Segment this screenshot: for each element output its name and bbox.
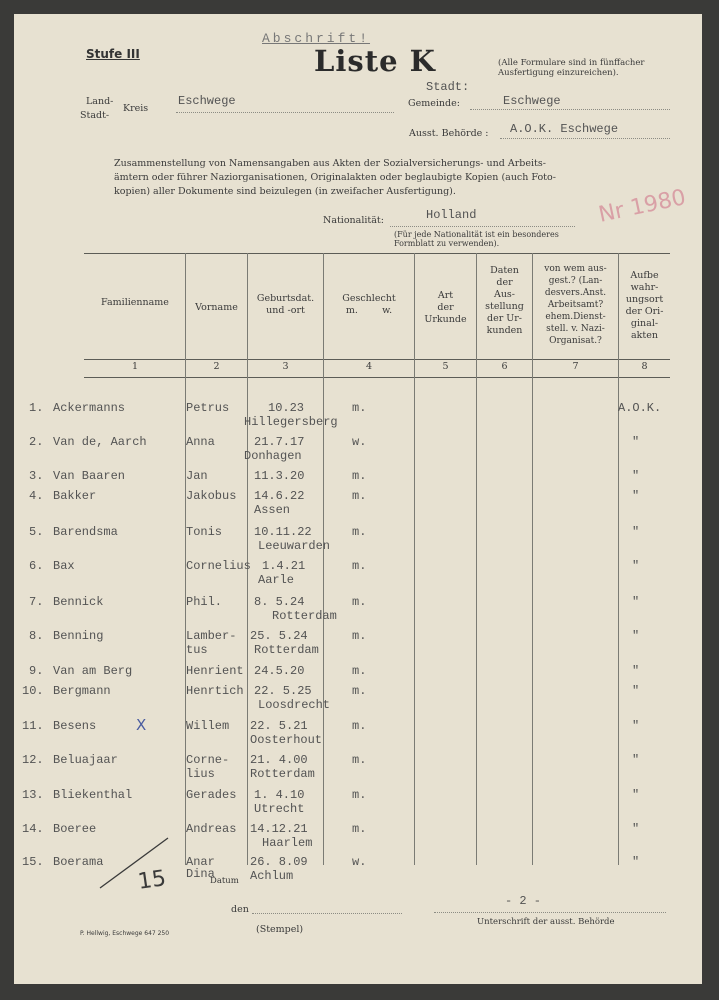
birth-place: Haarlem (262, 836, 313, 850)
gender: w. (352, 855, 367, 869)
row-number: 3. (29, 469, 44, 483)
birth-date: 10.23 (268, 401, 305, 415)
family-name: Van de, Aarch (53, 435, 147, 449)
row-number: 15. (22, 855, 44, 869)
storage-location: " (632, 525, 640, 539)
signature-label: Unterschrift der ausst. Behörde (477, 917, 615, 927)
birth-place: Leeuwarden (258, 539, 331, 553)
red-stamp: Nr 1980 (596, 185, 689, 228)
datum-label: Datum (210, 876, 239, 886)
first-name: Cornelius (186, 559, 251, 573)
column-number-5: 5 (442, 361, 449, 372)
gender: m. (352, 719, 367, 733)
intro-line-2: ämtern oder führer Naziorganisationen, Originalakten oder beglaubigte Kopien (auch Foto- (114, 172, 556, 183)
row-number: 8. (29, 629, 44, 643)
row-number: 10. (22, 684, 44, 698)
birth-date: 22. 5.25 (254, 684, 312, 698)
family-name: Benning (53, 629, 104, 643)
birth-date: 1.4.21 (262, 559, 306, 573)
storage-location: " (632, 719, 640, 733)
birth-place: Utrecht (254, 802, 305, 816)
birth-date: 22. 5.21 (250, 719, 308, 733)
first-name-continued: Dina (186, 867, 215, 881)
row-number: 7. (29, 595, 44, 609)
gender: m. (352, 525, 367, 539)
family-name: Ackermanns (53, 401, 126, 415)
row-number: 2. (29, 435, 44, 449)
gemeinde-label: Gemeinde: (408, 98, 460, 109)
gender: m. (352, 595, 367, 609)
first-name: Jan (186, 469, 208, 483)
handwritten-number: 15 (136, 866, 168, 895)
row-number: 13. (22, 788, 44, 802)
gender: m. (352, 469, 367, 483)
behoerde-label: Ausst. Behörde : (409, 128, 489, 139)
first-name: Willem (186, 719, 230, 733)
birth-place: Rotterdam (272, 609, 337, 623)
family-name: Bennick (53, 595, 104, 609)
birth-date: 21. 4.00 (250, 753, 308, 767)
first-name: Anna (186, 435, 215, 449)
first-name: Gerades (186, 788, 237, 802)
storage-location: " (632, 469, 640, 483)
storage-location: " (632, 489, 640, 503)
birth-date: 25. 5.24 (250, 629, 308, 643)
family-name: Bax (53, 559, 75, 573)
family-name: Beluajaar (53, 753, 118, 767)
column-header-8: Aufbe wahr- ungsort der Ori- ginal- akten (625, 270, 664, 341)
storage-location: " (632, 753, 640, 767)
column-number-8: 8 (641, 361, 648, 372)
nationalitaet-label: Nationalität: (323, 215, 384, 226)
column-number-7: 7 (572, 361, 579, 372)
den-label: den (231, 904, 249, 915)
column-number-3: 3 (282, 361, 289, 372)
gender: w. (352, 435, 367, 449)
storage-location: " (632, 855, 640, 869)
gender: m. (352, 788, 367, 802)
family-name: Van am Berg (53, 664, 133, 678)
row-number: 6. (29, 559, 44, 573)
stadt-label: Stadt: (426, 80, 470, 94)
printer-imprint: P. Hellwig, Eschwege 647 250 (80, 930, 170, 937)
first-name: Henrtich (186, 684, 244, 698)
page-title: Liste K (314, 44, 436, 78)
gender: m. (352, 401, 367, 415)
birth-place: Oosterhout (250, 733, 323, 747)
storage-location: " (632, 559, 640, 573)
row-number: 9. (29, 664, 44, 678)
first-name-continued: tus (186, 643, 208, 657)
family-name: Bliekenthal (53, 788, 133, 802)
storage-location: " (632, 664, 640, 678)
nationalitaet-note-2: Formblatt zu verwenden). (394, 239, 500, 248)
row-number: 12. (22, 753, 44, 767)
gender: m. (352, 684, 367, 698)
column-header-7: von wem aus- gest.? (Lan- desvers.Anst. Arbeitsamt? ehem.Dienst- stell. v. Nazi- Organisat.? (544, 264, 607, 346)
page-number: - 2 - (505, 894, 542, 908)
column-header-1: Familienname (101, 297, 169, 308)
birth-date: 14.6.22 (254, 489, 305, 503)
gemeinde-value: Eschwege (503, 94, 561, 108)
storage-location: " (632, 822, 640, 836)
column-number-6: 6 (501, 361, 508, 372)
family-name: Besens (53, 719, 97, 733)
first-name: Tonis (186, 525, 223, 539)
first-name: Jakobus (186, 489, 237, 503)
birth-place: Rotterdam (254, 643, 319, 657)
family-name: Bakker (53, 489, 97, 503)
row-number: 14. (22, 822, 44, 836)
column-header-3: Geburtsdat. und -ort (256, 293, 315, 316)
column-header-4: Geschlecht m. w. (342, 293, 396, 316)
gender: m. (352, 559, 367, 573)
first-name: Anar (186, 855, 215, 869)
first-name: Phil. (186, 595, 223, 609)
column-number-2: 2 (213, 361, 220, 372)
first-name: Henrient (186, 664, 244, 678)
birth-date: 26. 8.09 (250, 855, 308, 869)
birth-place: Assen (254, 503, 291, 517)
first-name: Petrus (186, 401, 230, 415)
gender: m. (352, 489, 367, 503)
intro-line-3: kopien) aller Dokumente sind beizulegen (in zweifacher Ausfertigung). (114, 186, 456, 197)
column-number-4: 4 (365, 361, 373, 372)
first-name: Andreas (186, 822, 237, 836)
column-header-5: Art der Urkunde (424, 290, 467, 325)
birth-place: Achlum (250, 869, 294, 883)
handwritten-x-mark: X (136, 716, 147, 734)
birth-place: Loosdrecht (258, 698, 331, 712)
birth-place: Hillegersberg (244, 415, 338, 429)
nationalitaet-note-1: (Für jede Nationalität ist ein besonderes (394, 230, 559, 239)
stempel-label: (Stempel) (256, 924, 304, 935)
family-name: Van Baaren (53, 469, 126, 483)
kreis-label: Kreis (123, 103, 149, 114)
storage-location: A.O.K. (618, 401, 662, 415)
storage-location: " (632, 684, 640, 698)
stufe-label: Stufe III (86, 47, 140, 61)
land-label: Land- (86, 96, 114, 107)
form-note-2: Ausfertigung einzureichen). (498, 68, 619, 78)
column-number-1: 1 (131, 361, 139, 372)
nationalitaet-value: Holland (426, 208, 477, 222)
birth-place: Donhagen (244, 449, 302, 463)
kreis-value: Eschwege (178, 94, 236, 108)
first-name-continued: lius (186, 767, 215, 781)
behoerde-value: A.O.K. Eschwege (510, 122, 619, 136)
storage-location: " (632, 595, 640, 609)
storage-location: " (632, 629, 640, 643)
column-header-6: Daten der Aus- stellung der Ur- kunden (485, 265, 524, 336)
gender: m. (352, 753, 367, 767)
first-name: Lamber- (186, 629, 237, 643)
birth-date: 10.11.22 (254, 525, 312, 539)
storage-location: " (632, 788, 640, 802)
gender: m. (352, 664, 367, 678)
birth-date: 8. 5.24 (254, 595, 305, 609)
birth-date: 1. 4.10 (254, 788, 305, 802)
birth-date: 24.5.20 (254, 664, 305, 678)
intro-line-1: Zusammenstellung von Namensangaben aus Akten der Sozialversicherungs- und Arbeits- (114, 158, 546, 169)
gender: m. (352, 822, 367, 836)
family-name: Barendsma (53, 525, 118, 539)
stadt-kreis-label: Stadt- (80, 110, 110, 121)
row-number: 1. (29, 401, 44, 415)
birth-date: 21.7.17 (254, 435, 305, 449)
birth-date: 14.12.21 (250, 822, 308, 836)
family-name: Boerama (53, 855, 104, 869)
row-number: 5. (29, 525, 44, 539)
row-number: 11. (22, 719, 44, 733)
birth-place: Rotterdam (250, 767, 315, 781)
family-name: Boeree (53, 822, 97, 836)
first-name: Corne- (186, 753, 230, 767)
birth-date: 11.3.20 (254, 469, 305, 483)
column-header-2: Vorname (195, 302, 238, 313)
storage-location: " (632, 435, 640, 449)
row-number: 4. (29, 489, 44, 503)
family-name: Bergmann (53, 684, 111, 698)
gender: m. (352, 629, 367, 643)
abschrift-label: Abschrift! (262, 31, 371, 46)
form-note-1: (Alle Formulare sind in fünffacher (498, 58, 645, 68)
birth-place: Aarle (258, 573, 295, 587)
